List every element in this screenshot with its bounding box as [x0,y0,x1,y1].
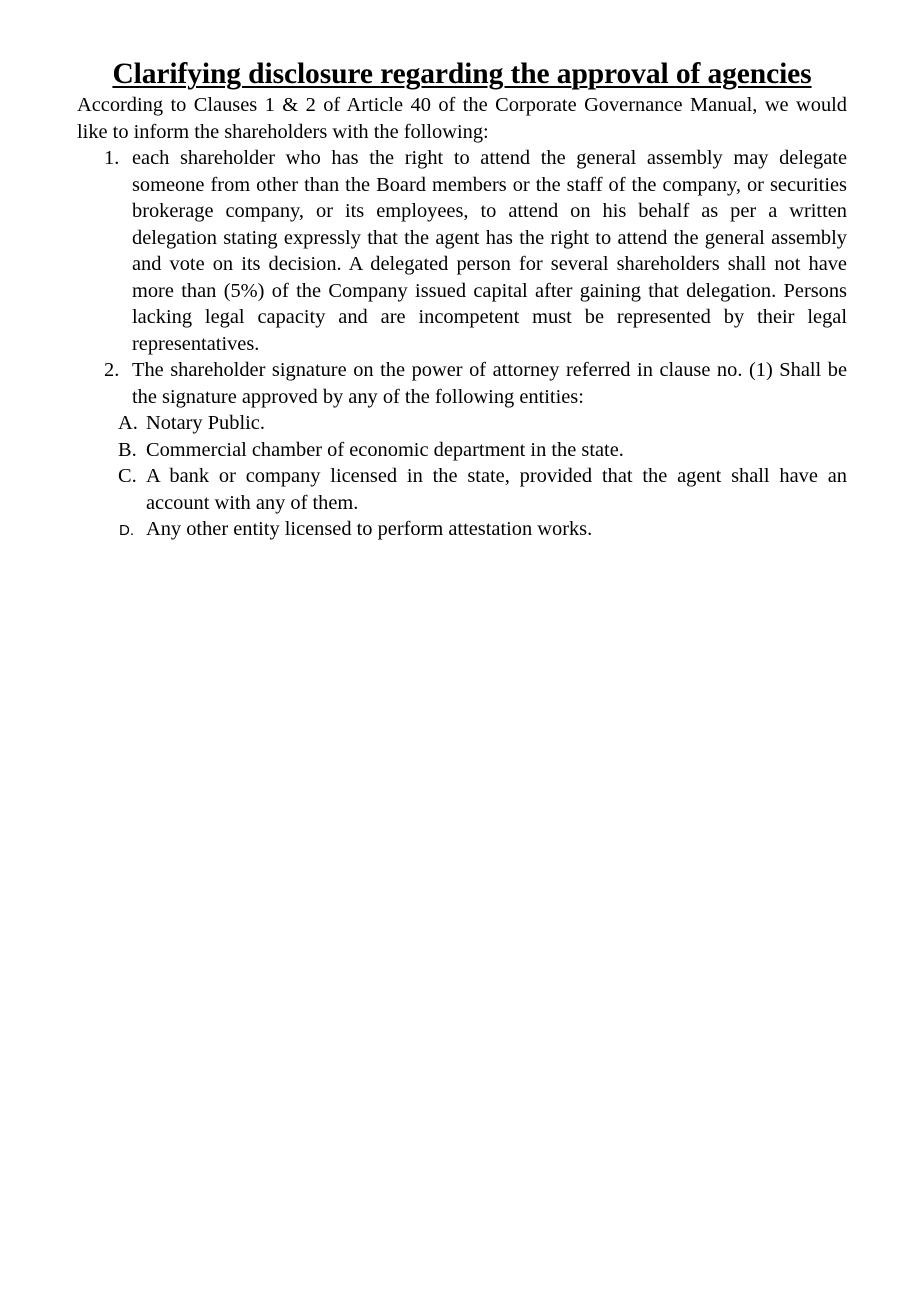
list-item-text: The shareholder signature on the power of attorney referred in clause no. (1) Shall be the signature approved by any of the following entities: [132,359,847,408]
document-title: Clarifying disclosure regarding the approval of agencies [112,58,812,90]
list-item [77,145,847,357]
list-item-number: 1. [104,147,120,169]
intro-paragraph: According to Clauses 1 & 2 of Article 40 of the Corporate Governance Manual, we would like to inform the shareholders with the following: [77,94,847,143]
list-item [77,516,847,543]
list-item-letter: C. [118,465,137,487]
lettered-list [77,410,847,543]
list-item-text: Notary Public. [146,412,265,434]
numbered-list [77,145,847,410]
list-item [77,410,847,437]
list-item-text: Commercial chamber of economic department in the state. [146,438,624,461]
document-page [77,56,847,543]
list-item-letter: A. [118,412,138,434]
list-item-letter: D. [119,522,134,539]
list-item-text: Any other entity licensed to perform attestation works. [146,518,593,540]
list-item-text: each shareholder who has the right to attend the general assembly may delegate someone from other than the Board members or the staff of the company, or securities brokerage company, or its employees, to attend on his behalf as per a written delegation stating expressly that the agent has the right to attend the general assembly and vote on its decision. A delegated person for several shareholders shall not have more than (5%) of the Company issued capital after gaining that delegation. Persons lacking legal capacity and are incompetent must be represented by their legal representatives. [132,147,847,355]
list-item-text: A bank or company licensed in the state, provided that the agent shall have an account with any of them. [146,465,847,514]
list-item-number: 2. [104,359,120,381]
list-item-letter: B. [118,438,137,461]
list-item [77,437,847,464]
list-item [77,357,847,410]
list-item [77,463,847,516]
